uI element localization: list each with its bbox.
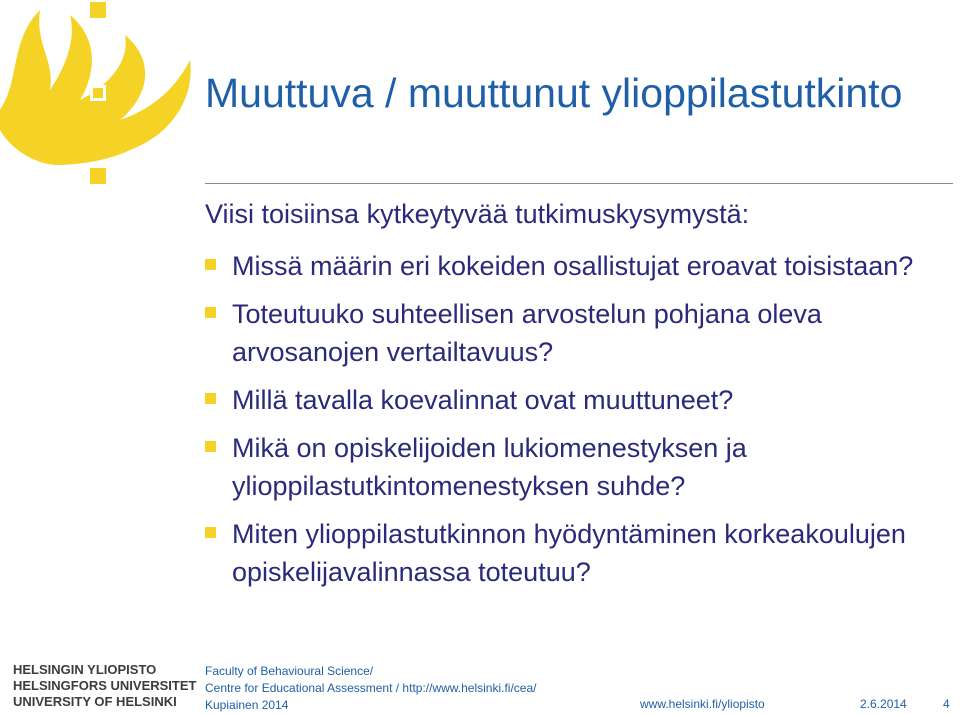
square-bullet-icon	[205, 307, 216, 318]
bullet-text: Missä määrin eri kokeiden osallistujat eroavat toisistaan?	[232, 251, 914, 281]
footer-website: www.helsinki.fi/yliopisto	[640, 697, 765, 711]
research-questions-list	[205, 247, 945, 601]
university-name-logo	[13, 662, 196, 710]
page-number: 4	[943, 697, 950, 711]
university-name-fi: HELSINGIN YLIOPISTO	[13, 662, 157, 677]
list-item	[205, 247, 945, 285]
centre-text: Centre for Educational Assessment / http://www.helsinki.fi/cea/	[205, 681, 537, 695]
square-bullet-icon	[205, 527, 216, 538]
university-name-en: UNIVERSITY OF HELSINKI	[13, 694, 177, 709]
university-flame-logo	[0, 0, 200, 200]
square-bullet-icon	[205, 441, 216, 452]
intro-text: Viisi toisiinsa kytkeytyvää tutkimuskysymystä:	[205, 199, 750, 229]
slide-title: Muuttuva / muuttunut ylioppilastutkinto	[205, 70, 903, 116]
footer-credits	[205, 663, 537, 714]
list-item	[205, 381, 945, 419]
university-name-sv: HELSINGFORS UNIVERSITET	[13, 678, 197, 693]
faculty-text: Faculty of Behavioural Science/	[205, 664, 374, 678]
title-divider	[205, 183, 953, 184]
list-item	[205, 515, 945, 591]
footer-date: 2.6.2014	[860, 697, 907, 711]
square-bullet-icon	[205, 259, 216, 270]
bullet-text: Millä tavalla koevalinnat ovat muuttuneet?	[232, 385, 734, 415]
list-item	[205, 295, 945, 371]
author-text: Kupiainen 2014	[205, 698, 289, 712]
bullet-text: Toteutuuko suhteellisen arvostelun pohjana oleva arvosanojen vertailtavuus?	[232, 299, 822, 367]
square-bullet-icon	[205, 393, 216, 404]
bullet-text: Mikä on opiskelijoiden lukiomenestyksen ja ylioppilastutkintomenestyksen suhde?	[232, 433, 747, 501]
bullet-text: Miten ylioppilastutkinnon hyödyntäminen korkeakoulujen opiskelijavalinnassa toteutuu?	[232, 519, 906, 587]
list-item	[205, 429, 945, 505]
